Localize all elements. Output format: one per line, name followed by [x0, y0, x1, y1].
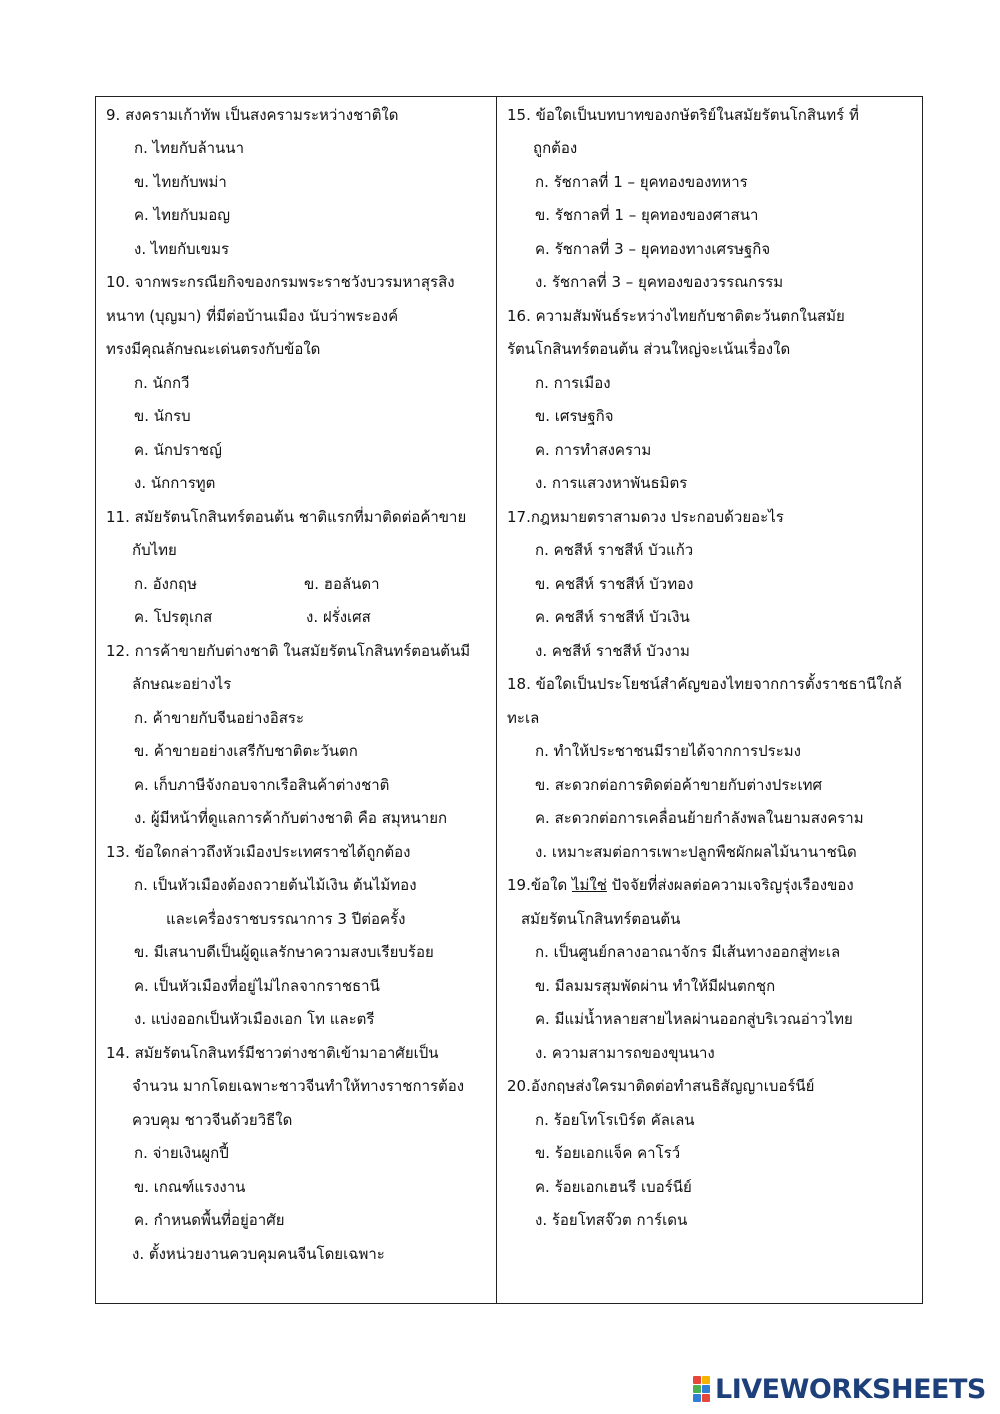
- q14-option-a[interactable]: ก. จ่ายเงินผูกปี้: [134, 1144, 229, 1162]
- q16-option-d[interactable]: ง. การแสวงหาพันธมิตร: [535, 474, 688, 492]
- q14-option-c[interactable]: ค. กำหนดพื้นที่อยู่อาศัย: [134, 1211, 285, 1229]
- q9-option-d[interactable]: ง. ไทยกับเขมร: [134, 240, 230, 258]
- q17-option-a[interactable]: ก. คชสีห์ ราชสีห์ บัวแก้ว: [535, 541, 694, 559]
- q10-option-a[interactable]: ก. นักกวี: [134, 374, 190, 392]
- q10-question-line3: ทรงมีคุณลักษณะเด่นตรงกับข้อใด: [106, 340, 321, 358]
- column-divider: [496, 97, 497, 1303]
- liveworksheets-logo[interactable]: [693, 1374, 986, 1404]
- q11-question-line2: กับไทย: [132, 541, 177, 559]
- q11-question-line1: 11. สมัยรัตนโกสินทร์ตอนต้น ชาติแรกที่มาติดต่อค้าขาย: [106, 508, 467, 526]
- q13-question: 13. ข้อใดกล่าวถึงหัวเมืองประเทศราชได้ถูกต้อง: [106, 843, 411, 861]
- q17-option-b[interactable]: ข. คชสีห์ ราชสีห์ บัวทอง: [535, 575, 694, 593]
- worksheet-table: [95, 96, 923, 1304]
- q14-option-d[interactable]: ง. ตั้งหน่วยงานควบคุมคนจีนโดยเฉพาะ: [132, 1245, 385, 1263]
- q14-question-line1: 14. สมัยรัตนโกสินทร์มีชาวต่างชาติเข้ามาอาศัยเป็น: [106, 1044, 439, 1062]
- q20-option-a[interactable]: ก. ร้อยโทโรเบิร์ต คัลเลน: [535, 1111, 695, 1129]
- q13-option-d[interactable]: ง. แบ่งออกเป็นหัวเมืองเอก โท และตรี: [134, 1010, 375, 1028]
- q17-option-c[interactable]: ค. คชสีห์ ราชสีห์ บัวเงิน: [535, 608, 690, 626]
- q12-option-b[interactable]: ข. ค้าขายอย่างเสรีกับชาติตะวันตก: [134, 742, 358, 760]
- q14-question-line2: จำนวน มากโดยเฉพาะชาวจีนทำให้ทางราชการต้อง: [132, 1077, 465, 1095]
- q16-option-c[interactable]: ค. การทำสงคราม: [535, 441, 652, 459]
- q10-question-line1: 10. จากพระกรณียกิจของกรมพระราชวังบวรมหาสุรสิง: [106, 273, 455, 291]
- q12-option-a[interactable]: ก. ค้าขายกับจีนอย่างอิสระ: [134, 709, 305, 727]
- q9-question: 9. สงครามเก้าทัพ เป็นสงครามระหว่างชาติใด: [106, 106, 399, 124]
- q18-question-line1: 18. ข้อใดเป็นประโยชน์สำคัญของไทยจากการตั้งราชธานีใกล้: [507, 675, 902, 693]
- q10-question-line2: หนาท (บุญมา) ที่มีต่อบ้านเมือง นับว่าพระองค์: [106, 307, 399, 325]
- q11-option-d[interactable]: ง. ฝรั่งเศส: [306, 608, 371, 626]
- q19-option-c[interactable]: ค. มีแม่น้ำหลายสายไหลผ่านออกสู่บริเวณอ่าวไทย: [535, 1010, 853, 1028]
- q12-question-line1: 12. การค้าขายกับต่างชาติ ในสมัยรัตนโกสินทร์ตอนต้นมี: [106, 642, 471, 660]
- q11-option-b[interactable]: ข. ฮอลันดา: [304, 575, 380, 593]
- q18-option-b[interactable]: ข. สะดวกต่อการติดต่อค้าขายกับต่างประเทศ: [535, 776, 822, 794]
- q19-option-d[interactable]: ง. ความสามารถของขุนนาง: [535, 1044, 715, 1062]
- q18-option-a[interactable]: ก. ทำให้ประชาชนมีรายได้จากการประมง: [535, 742, 801, 760]
- q13-option-b[interactable]: ข. มีเสนาบดีเป็นผู้ดูแลรักษาความสงบเรียบร้อย: [134, 943, 434, 961]
- q18-option-c[interactable]: ค. สะดวกต่อการเคลื่อนย้ายกำลังพลในยามสงคราม: [535, 809, 864, 827]
- q19-suffix: ปัจจัยที่ส่งผลต่อความเจริญรุ่งเรืองของ: [606, 876, 854, 894]
- q19-question-line2: สมัยรัตนโกสินทร์ตอนต้น: [521, 910, 681, 928]
- q9-option-a[interactable]: ก. ไทยกับล้านนา: [134, 139, 244, 157]
- q15-option-c[interactable]: ค. รัชกาลที่ 3 – ยุคทองทางเศรษฐกิจ: [535, 240, 771, 258]
- q16-option-b[interactable]: ข. เศรษฐกิจ: [535, 407, 614, 425]
- q17-question: 17.กฎหมายตราสามดวง ประกอบด้วยอะไร: [507, 508, 784, 526]
- q17-option-d[interactable]: ง. คชสีห์ ราชสีห์ บัวงาม: [535, 642, 690, 660]
- q16-question-line2: รัตนโกสินทร์ตอนต้น ส่วนใหญ่จะเน้นเรื่องใด: [507, 340, 791, 358]
- q19-prefix: 19.ข้อใด: [507, 876, 572, 894]
- q14-question-line3: ควบคุม ชาวจีนด้วยวิธีใด: [132, 1111, 293, 1129]
- q11-option-c[interactable]: ค. โปรตุเกส: [134, 608, 213, 626]
- q19-option-b[interactable]: ข. มีลมมรสุมพัดผ่าน ทำให้มีฝนตกชุก: [535, 977, 776, 995]
- logo-text: LIVEWORKSHEETS: [715, 1373, 986, 1405]
- q9-option-b[interactable]: ข. ไทยกับพม่า: [134, 173, 227, 191]
- q11-option-a[interactable]: ก. อังกฤษ: [134, 575, 198, 593]
- q13-option-c[interactable]: ค. เป็นหัวเมืองที่อยู่ไม่ไกลจากราชธานี: [134, 977, 380, 995]
- q13-option-a-cont: และเครื่องราชบรรณาการ 3 ปีต่อครั้ง: [166, 910, 406, 928]
- q10-option-b[interactable]: ข. นักรบ: [134, 407, 191, 425]
- q18-option-d[interactable]: ง. เหมาะสมต่อการเพาะปลูกพืชผักผลไม้นานาชนิด: [535, 843, 857, 861]
- q15-option-a[interactable]: ก. รัชกาลที่ 1 – ยุคทองของทหาร: [535, 173, 748, 191]
- q16-question-line1: 16. ความสัมพันธ์ระหว่างไทยกับชาติตะวันตกในสมัย: [507, 307, 845, 325]
- q12-option-d[interactable]: ง. ผู้มีหน้าที่ดูแลการค้ากับต่างชาติ คือ สมุหนายก: [134, 809, 448, 827]
- q19-option-a[interactable]: ก. เป็นศูนย์กลางอาณาจักร มีเส้นทางออกสู่ทะเล: [535, 943, 841, 961]
- q9-option-c[interactable]: ค. ไทยกับมอญ: [134, 206, 231, 224]
- q13-option-a[interactable]: ก. เป็นหัวเมืองต้องถวายต้นไม้เงิน ต้นไม้ทอง: [134, 876, 417, 894]
- q15-question-line1: 15. ข้อใดเป็นบทบาทของกษัตริย์ในสมัยรัตนโกสินทร์ ที่: [507, 106, 859, 124]
- q18-question-line2: ทะเล: [507, 709, 540, 727]
- q15-option-b[interactable]: ข. รัชกาลที่ 1 – ยุคทองของศาสนา: [535, 206, 759, 224]
- q15-question-line2: ถูกต้อง: [533, 139, 578, 157]
- q20-option-c[interactable]: ค. ร้อยเอกเฮนรี เบอร์นีย์: [535, 1178, 692, 1196]
- logo-tiles-icon: [693, 1376, 711, 1402]
- q20-option-d[interactable]: ง. ร้อยโทสจ๊วต การ์เดน: [535, 1211, 688, 1229]
- q20-question: 20.อังกฤษส่งใครมาติดต่อทำสนธิสัญญาเบอร์นีย์: [507, 1077, 815, 1095]
- q14-option-b[interactable]: ข. เกณฑ์แรงงาน: [134, 1178, 246, 1196]
- q16-option-a[interactable]: ก. การเมือง: [535, 374, 611, 392]
- q12-question-line2: ลักษณะอย่างไร: [132, 675, 232, 693]
- q19-question-line1: [507, 875, 854, 895]
- q12-option-c[interactable]: ค. เก็บภาษีจังกอบจากเรือสินค้าต่างชาติ: [134, 776, 390, 794]
- q15-option-d[interactable]: ง. รัชกาลที่ 3 – ยุคทองของวรรณกรรม: [535, 273, 784, 291]
- q19-emphasis: ไม่ใช่: [571, 876, 607, 894]
- q20-option-b[interactable]: ข. ร้อยเอกแจ็ค คาโรว์: [535, 1144, 681, 1162]
- q10-option-d[interactable]: ง. นักการทูต: [134, 474, 216, 492]
- q10-option-c[interactable]: ค. นักปราชญ์: [134, 441, 222, 459]
